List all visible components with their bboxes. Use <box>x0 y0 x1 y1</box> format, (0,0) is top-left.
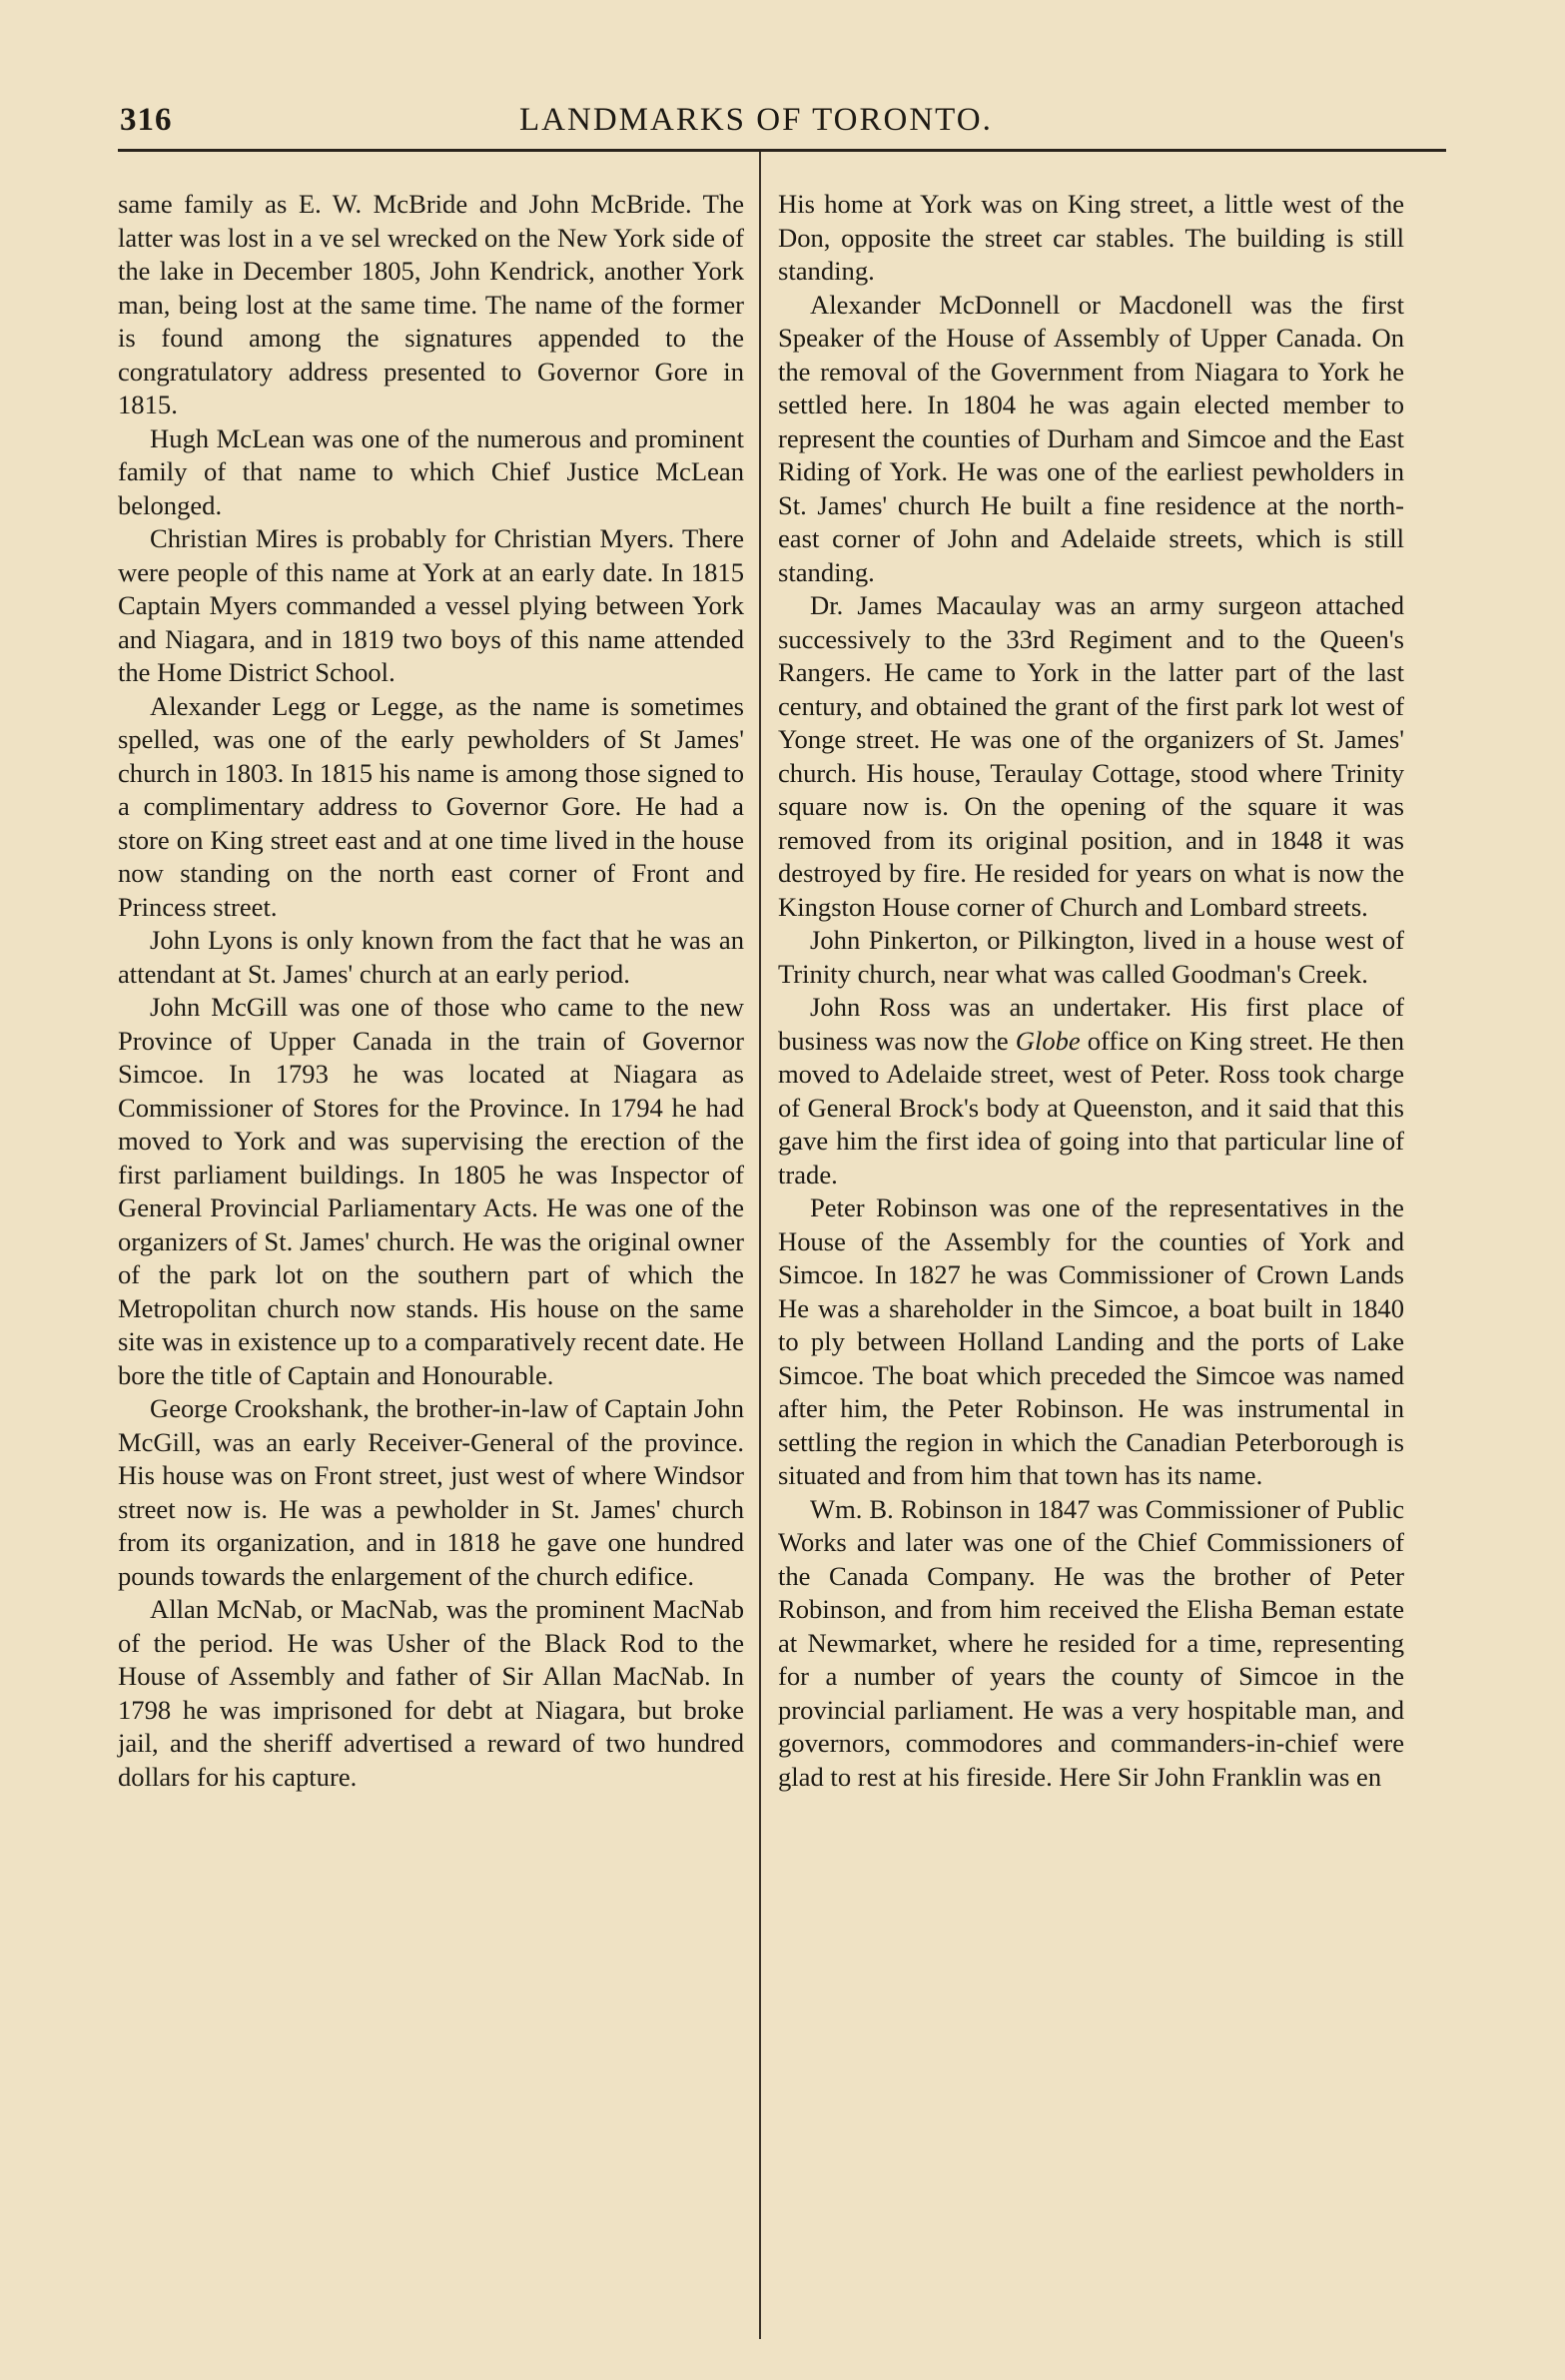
para-john-mcgill: John McGill was one of those who came to the new Province of Upper Canada in the train of Governor Simcoe. In 1793 he was located at Niagara as Commissioner of Stores for the Province. In 1794 he had moved to York and was supervising the erection of the first parliament buildings. In 1805 he was Inspector of General Provincial Parliamentary Acts. He was one of the organizers of St. James' church. He was the original owner of the park lot on the southern part of which the Metropolitan church now stands. His house on the same site was in existence up to a comparatively recent date. He bore the title of Captain and Honourable. <box>118 992 744 1390</box>
column-divider <box>759 152 761 2339</box>
para-john-pinkerton: John Pinkerton, or Pilkington, lived in a house west of Trinity church, near what was called Goodman's Creek. <box>778 925 1404 989</box>
globe-newspaper-name: Globe <box>1015 1025 1081 1056</box>
para-mcbride-cont: same family as E. W. McBride and John McBride. The latter was lost in a ve sel wrecked on the New York side of the lake in December 1805, John Kendrick, another York man, being lost at the same time. The name of the former is found among the signatures appended to the congratulatory address presented to Governor Gore in 1815. <box>118 189 744 419</box>
para-john-lyons: John Lyons is only known from the fact that he was an attendant at St. James' church at an early period. <box>118 925 744 989</box>
page-header <box>120 102 1448 154</box>
right-column <box>778 188 1404 1794</box>
para-macnab-cont: His home at York was on King street, a little west of the Don, opposite the street car stables. The building is still standing. <box>778 189 1404 286</box>
page-number: 316 <box>120 102 173 138</box>
para-christian-mires: Christian Mires is probably for Christian Myers. There were people of this name at York at an early date. In 1815 Captain Myers commanded a vessel plying between York and Niagara, and in 1819 two boys of this name attended the Home District School. <box>118 523 744 687</box>
john-ross-text-before: John Ross was an undertaker. His first place of business was now the <box>778 992 1404 1056</box>
header-rule <box>118 149 1446 152</box>
left-column <box>118 188 744 1794</box>
para-george-crookshank: George Crookshank, the brother-in-law of Captain John McGill, was an early Receiver-General of the province. His house was on Front street, just west of where Windsor street now is. He was a pewholder in St. James' church from its organization, and in 1818 he gave one hundred pounds towards the enlargement of the church edifice. <box>118 1393 744 1591</box>
running-title: LANDMARKS OF TORONTO. <box>519 102 993 138</box>
john-ross-text-after: office on King street. He then moved to Adelaide street, west of Peter. Ross took charge of General Brock's body at Queenston, and it said that this gave him the first idea of going into that particular line of trade. <box>778 1025 1404 1190</box>
para-alexander-mcdonnell: Alexander McDonnell or Macdonell was the first Speaker of the House of Assembly of Upper Canada. On the removal of the Government from Niagara to York he settled here. In 1804 he was again elected member to represent the counties of Durham and Simcoe and the East Riding of York. He was one of the earliest pewholders in St. James' church He built a fine residence at the north-east corner of John and Adelaide streets, which is still standing. <box>778 289 1404 587</box>
para-alexander-legg: Alexander Legg or Legge, as the name is sometimes spelled, was one of the early pewholders of St James' church in 1803. In 1815 his name is among those signed to a complimentary address to Governor Gore. He had a store on King street east and at one time lived in the house now standing on the north east corner of Front and Princess street. <box>118 690 744 922</box>
para-james-macaulay: Dr. James Macaulay was an army surgeon attached successively to the 33rd Regiment and to the Queen's Rangers. He came to York in the latter part of the last century, and obtained the grant of the first park lot west of Yonge street. He was one of the organizers of St. James' church. His house, Teraulay Cottage, stood where Trinity square now is. On the opening of the square it was removed from its original position, and in 1848 it was destroyed by fire. He resided for years on what is now the Kingston House corner of Church and Lombard streets. <box>778 590 1404 922</box>
para-john-ross <box>778 991 1404 1191</box>
para-peter-robinson: Peter Robinson was one of the representatives in the House of the Assembly for the counties of York and Simcoe. In 1827 he was Commissioner of Crown Lands He was a shareholder in the Simcoe, a boat built in 1840 to ply between Holland Landing and the ports of Lake Simcoe. The boat which preceded the Simcoe was named after him, the Peter Robinson. He was instrumental in settling the region in which the Canadian Peterborough is situated and from him that town has its name. <box>778 1192 1404 1490</box>
para-allan-macnab: Allan McNab, or MacNab, was the prominent MacNab of the period. He was Usher of the Black Rod to the House of Assembly and father of Sir Allan MacNab. In 1798 he was imprisoned for debt at Niagara, but broke jail, and the sheriff advertised a reward of two hundred dollars for his capture. <box>118 1594 744 1792</box>
para-hugh-mclean: Hugh McLean was one of the numerous and prominent family of that name to which Chief Justice McLean belonged. <box>118 422 744 520</box>
para-wm-robinson: Wm. B. Robinson in 1847 was Commissioner of Public Works and later was one of the Chief Commissioners of the Canada Company. He was the brother of Peter Robinson, and from him received the Elisha Beman estate at Newmarket, where he resided for a time, representing for a number of years the county of Simcoe in the provincial parliament. He was a very hospitable man, and governors, commodores and commanders-in-chief were glad to rest at his fireside. Here Sir John Franklin was en <box>778 1493 1404 1792</box>
